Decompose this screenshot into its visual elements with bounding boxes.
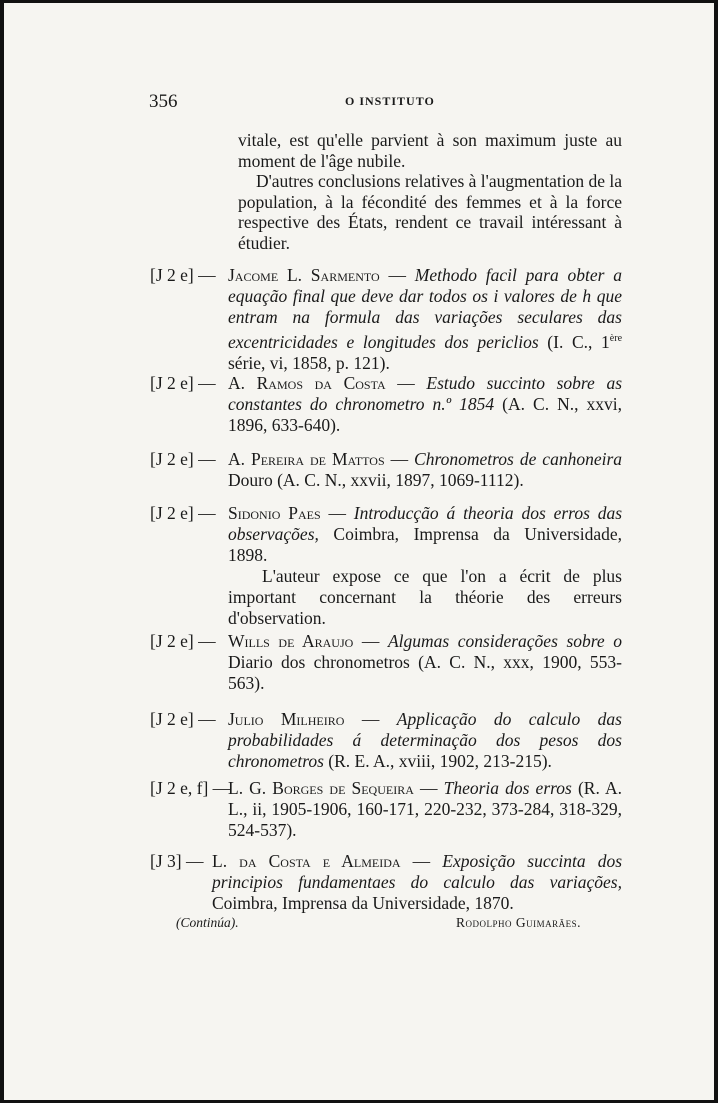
bibliography-entry [150, 373, 622, 436]
classification-tag: [J 2 e] — [150, 265, 216, 285]
entry-reference: série, vi, 1858, p. 121). [228, 352, 390, 373]
entry-author: A. Pereira de Mattos [228, 449, 385, 469]
bibliography-entry [150, 449, 622, 491]
bibliography-entry [150, 709, 622, 772]
classification-tag: [J 2 e, f] — [150, 778, 231, 798]
bibliography-entry [150, 778, 622, 841]
entry-reference: (R. E. A., xviii, 1902, 213-215). [323, 751, 552, 771]
classification-tag: [J 3] — [150, 851, 204, 871]
page-footer [4, 915, 714, 935]
entry-author: A. Ramos da Costa [228, 373, 386, 393]
entry-reference: (A. C. N., xxvi, 1896, 633-640). [228, 394, 622, 435]
author-signature: Rodolpho Guimarães. [456, 915, 582, 930]
intro-paragraph: vitale, est qu'elle parvient à son maximum juste au moment de l'âge nubile. [238, 130, 622, 171]
entry-note: L'auteur expose ce que l'on a écrit de plus important concernant la théorie des erreurs d'observation. [228, 566, 622, 628]
classification-tag: [J 2 e] — [150, 503, 216, 523]
entry-author: L. G. Borges de Sequeira [228, 778, 414, 798]
entry-separator: — [344, 709, 397, 729]
bibliography-entry [150, 265, 622, 374]
entry-separator: — [385, 373, 427, 393]
entry-separator: — [413, 778, 444, 798]
entry-separator: — [320, 503, 354, 523]
entry-title: Chronometros de canhoneira [414, 449, 623, 469]
bibliography-entry [150, 851, 622, 914]
entry-title: Introducção á theoria dos erros das observações, [228, 503, 623, 544]
entry-author: Julio Milheiro [228, 709, 345, 729]
entry-reference: Coimbra, Imprensa da Universidade, 1870. [212, 893, 514, 913]
page-header [4, 91, 714, 115]
entry-reference: (I. C., 1 [538, 331, 610, 352]
classification-tag: [J 2 e] — [150, 449, 216, 469]
continued-note: (Continúa). [176, 915, 239, 930]
entry-separator: — [353, 631, 388, 651]
entry-title: Theoria dos erros [443, 778, 572, 798]
intro-paragraph: D'autres conclusions relatives à l'augmentation de la population, à la fécondité des femmes et à la force respective des États, rendent ce travail intéressant à étudier. [238, 171, 622, 253]
entry-author: Sidonio Paes [228, 503, 321, 523]
entry-title: Algumas considerações sobre o [387, 631, 622, 651]
entry-reference: Diario dos chronometros (A. C. N., xxx, 1900, 553-563). [228, 652, 622, 693]
intro-text [238, 130, 622, 253]
entry-author: L. da Costa e Almeida [212, 851, 401, 871]
entry-separator: — [400, 851, 443, 871]
entry-title: Methodo facil para obter a equação final que deve dar todos os i valores de h que entram na formula das variações seculares das excentricidades e longitudes dos periclios [228, 265, 622, 352]
classification-tag: [J 2 e] — [150, 709, 216, 729]
entry-reference: Douro (A. C. N., xxvii, 1897, 1069-1112). [228, 470, 524, 490]
entry-reference: (R. A. L., ii, 1905-1906, 160-171, 220-232, 373-284, 318-329, 524-537). [228, 778, 622, 840]
entry-separator: — [384, 449, 415, 469]
entry-title: Estudo succinto sobre as constantes do chronometro n.º 1854 [228, 373, 623, 414]
entry-title: Exposição succinta dos principios fundamentaes do calculo das variações, [212, 851, 623, 892]
entry-author: Wills de Araujo [228, 631, 354, 651]
entry-author: Jacome L. Sarmento [228, 265, 380, 285]
entry-separator: — [379, 265, 415, 285]
entry-reference: Coimbra, Imprensa da Universidade, 1898. [228, 524, 622, 565]
entry-title: Applicação do calculo das probabilidades á determinação dos pesos dos chronometros [228, 709, 622, 771]
classification-tag: [J 2 e] — [150, 631, 216, 651]
entry-reference-sup: ère [609, 333, 623, 344]
bibliography-entry [150, 503, 622, 629]
page-number: 356 [149, 91, 178, 112]
running-title: O INSTITUTO [345, 94, 435, 108]
classification-tag: [J 2 e] — [150, 373, 216, 393]
bibliography-entry [150, 631, 622, 694]
